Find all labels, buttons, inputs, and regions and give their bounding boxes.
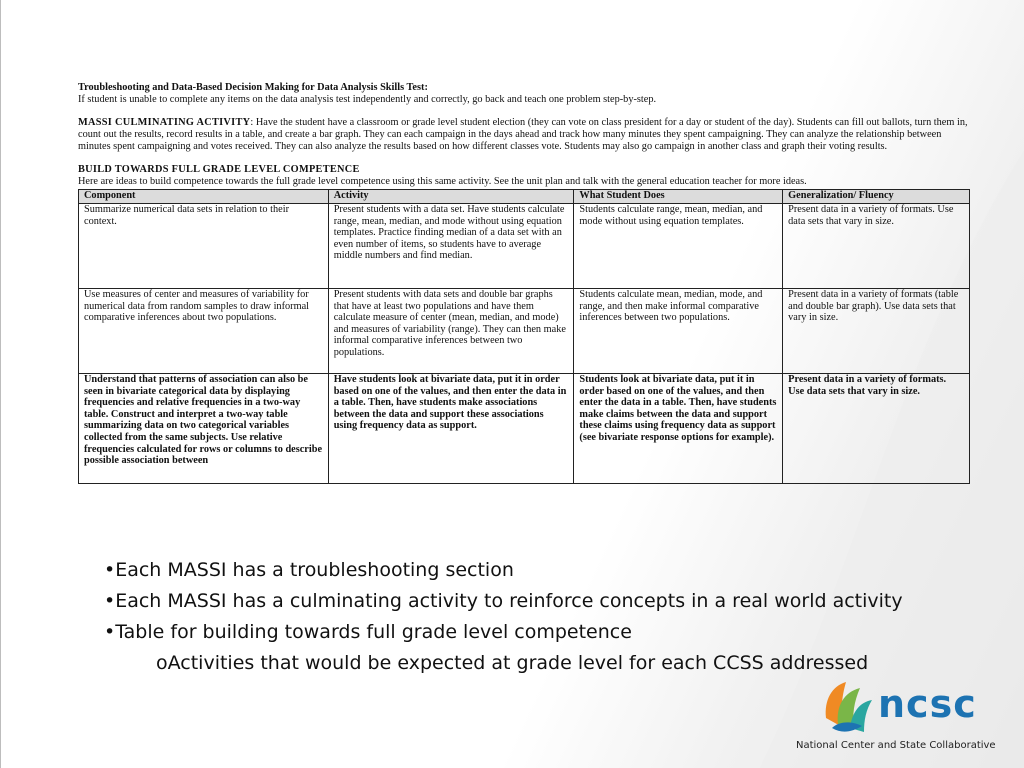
table-cell: Students calculate mean, median, mode, and range, and then make informal comparative inferences between two populations.	[574, 289, 783, 374]
table-cell: Students look at bivariate data, put it in order based on one of the values, and then enter the data in a table. Then, have students make claims between the data and support these claims using frequency data as support (see bivariate response options for example).	[579, 374, 777, 443]
table-cell: Present students with a data set. Have students calculate range, mean, median, and mode without using equation templates. Practice finding median of a data set with an even number of items, so students have to average middle numbers and find median.	[328, 204, 574, 289]
logo-caption: National Center and State Collaborative	[796, 740, 996, 751]
embedded-document	[78, 82, 972, 484]
table-cell: Students calculate range, mean, median, and mode without using equation templates.	[574, 204, 783, 289]
troubleshooting-heading: Troubleshooting and Data-Based Decision Making for Data Analysis Skills Test:	[78, 82, 428, 93]
culminating-paragraph	[78, 117, 972, 153]
competence-table	[78, 189, 970, 484]
table-cell: Present students with data sets and double bar graphs that have at least two populations and have them calculate measure of center (mean, median, and mode) and measures of variability (range). They can then make informal comparative inferences between two populations.	[328, 289, 574, 374]
bullet-list	[104, 555, 904, 679]
table-cell: Understand that patterns of association can also be seen in bivariate categorical data by displaying frequencies and relative frequencies in a two-way table. Construct and interpret a two-way table summarizing data on two categorical variables collected from the same subjects. Use relative frequencies calculated for rows or columns to describe possible association between	[84, 374, 323, 467]
table-cell: Present data in a variety of formats. Use data sets that vary in size.	[788, 374, 947, 397]
competence-text: Here are ideas to build competence towards the full grade level competence using this same activity. See the unit plan and talk with the general education teacher for more ideas.	[78, 176, 807, 187]
bullet-item: •Each MASSI has a culminating activity to reinforce concepts in a real world activity	[104, 590, 903, 612]
leaf-logo-icon	[822, 678, 874, 734]
culminating-text: : Have the student have a classroom or grade level student election (they can vote on class president for a day or student of the day). Students can fill out ballots, turn them in, count out the results, record results in a table, and create a bar graph. They can each campaign in the days ahead and track how many minutes they spent campaigning. They can analyze the relationship between minutes spent campaigning and votes received. They can also analyze the results based on how different classes vote. Students may also go campaign in another class and graph their voting results.	[78, 117, 968, 152]
slide-left-border	[0, 0, 1, 768]
table-cell: Present data in a variety of formats (table and double bar graph). Use data sets that vary in size.	[783, 289, 970, 374]
table-header: Component	[79, 190, 329, 204]
table-row	[79, 374, 970, 484]
sub-bullet-item: oActivities that would be expected at grade level for each CCSS addressed	[156, 652, 869, 674]
table-cell: Summarize numerical data sets in relation to their context.	[79, 204, 329, 289]
table-header-row	[79, 190, 970, 204]
table-header: Activity	[328, 190, 574, 204]
bullet-item: •Table for building towards full grade level competence	[104, 621, 632, 643]
logo-wordmark: ncsc	[878, 682, 977, 726]
ncsc-logo	[790, 672, 1020, 762]
table-header: Generalization/ Fluency	[783, 190, 970, 204]
table-header: What Student Does	[574, 190, 783, 204]
table-row	[79, 204, 970, 289]
table-row	[79, 289, 970, 374]
culminating-label: MASSI CULMINATING ACTIVITY	[78, 117, 251, 128]
table-cell: Use measures of center and measures of variability for numerical data from random samples to draw informal comparative inferences about two populations.	[79, 289, 329, 374]
table-cell: Have students look at bivariate data, put it in order based on one of the values, and then enter the data in a table. Then, have students make associations between the data and support these associations using frequency data as support.	[333, 374, 567, 432]
troubleshooting-text: If student is unable to complete any items on the data analysis test independently and correctly, go back and teach one problem step-by-step.	[78, 94, 657, 105]
table-cell: Present data in a variety of formats. Use data sets that vary in size.	[783, 204, 970, 289]
competence-heading: BUILD TOWARDS FULL GRADE LEVEL COMPETENCE	[78, 164, 360, 175]
bullet-item: •Each MASSI has a troubleshooting section	[104, 559, 514, 581]
